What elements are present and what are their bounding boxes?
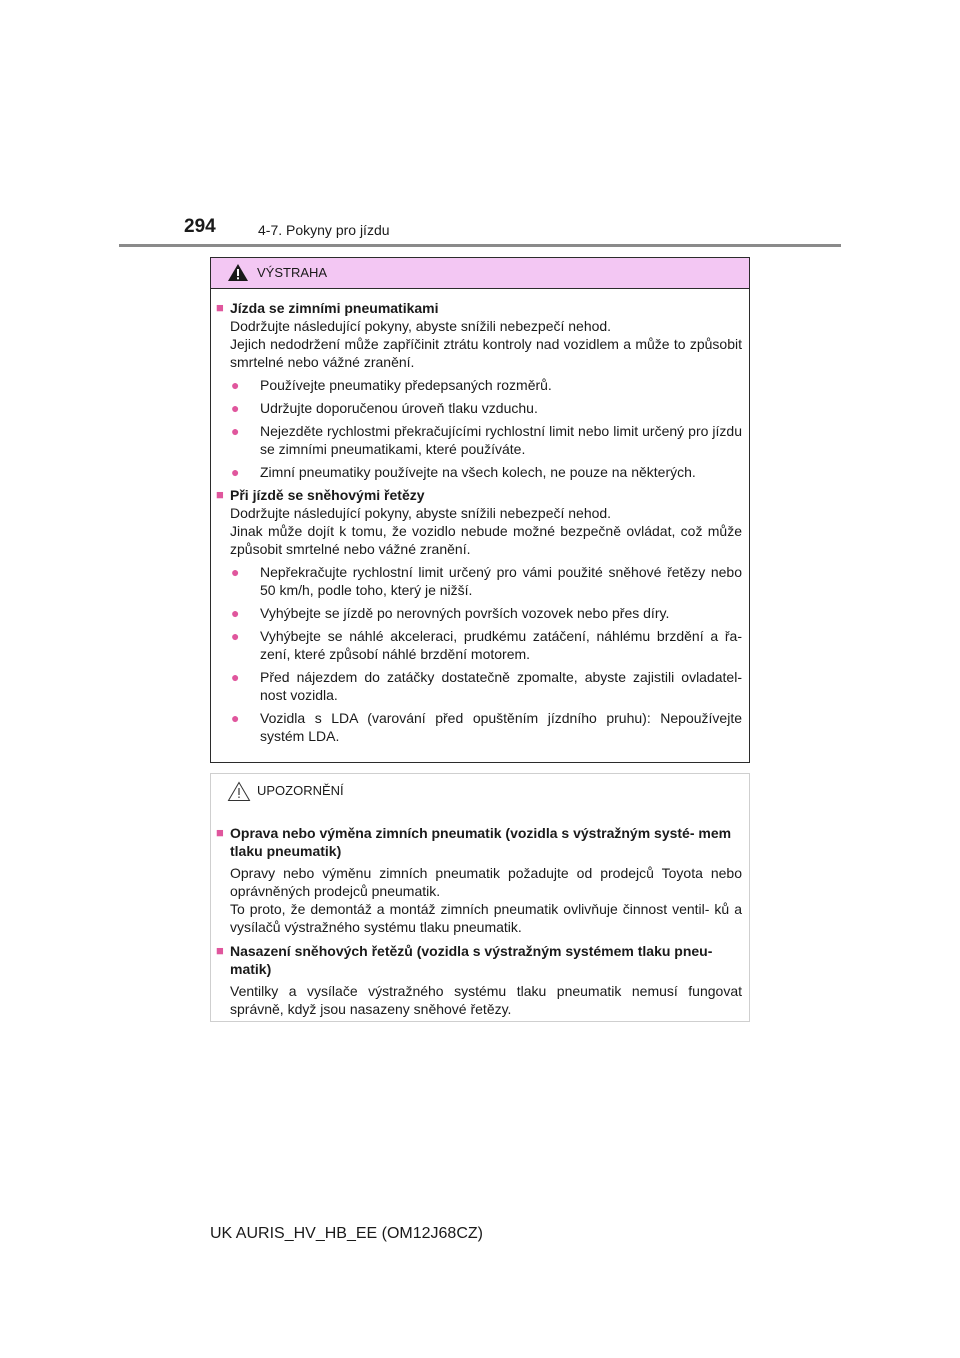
paragraph: Opravy nebo výměnu zimních pneumatik požadujte od prodejců Toyota nebo oprávněných prodejců pneumatik. [230,865,742,899]
list-item: ● Vozidla s LDA (varování před opuštěním jízdního pruhu): Nepoužívejte systém LDA. [216,709,742,745]
warning-title: VÝSTRAHA [257,265,328,280]
section-title: 4-7. Pokyny pro jízdu [258,222,390,238]
caution-section-snow-chains [216,942,742,1018]
page-number: 294 [184,216,216,237]
section-heading: Při jízdě se sněhovými řetězy [230,487,425,503]
paragraph: Dodržujte následující pokyny, abyste snížili nebezpečí nehod. [230,505,612,521]
caution-header [211,774,749,810]
paragraph: Jejich nedodržení může zapříčinit ztrátu kontroly nad vozidlem a může to způsobit smrtelné nebo vážné zranění. [230,336,742,370]
list-item: ● Udržujte doporučenou úroveň tlaku vzduchu. [216,399,742,417]
circle-bullet-icon: ● [231,669,240,685]
circle-bullet-icon: ● [231,628,240,644]
list-item: ● Nepřekračujte rychlostní limit určený pro vámi použité sněhové řetězy nebo 50 km/h, podle toho, který je nižší. [216,563,742,599]
section-heading: Nasazení sněhových řetězů (vozidla s výstražným systémem tlaku pneu- matik) [230,943,713,977]
warning-header [211,258,749,289]
square-bullet-icon: ■ [216,300,224,315]
caution-box [210,773,750,1022]
circle-bullet-icon: ● [231,605,240,621]
circle-bullet-icon: ● [231,564,240,580]
paragraph: Dodržujte následující pokyny, abyste snížili nebezpečí nehod. [230,318,612,334]
list-item: ● Vyhýbejte se jízdě po nerovných površích vozovek nebo přes díry. [216,604,742,622]
square-bullet-icon: ■ [216,943,224,958]
circle-bullet-icon: ● [231,710,240,726]
circle-bullet-icon: ● [231,400,240,416]
list-item: ● Zimní pneumatiky používejte na všech kolech, ne pouze na některých. [216,463,742,481]
warning-section-winter-tires [216,299,742,481]
document-code: UK AURIS_HV_HB_EE (OM12J68CZ) [210,1225,483,1242]
warning-section-snow-chains [216,486,742,745]
paragraph: To proto, že demontáž a montáž zimních pneumatik ovlivňuje činnost ventil- ků a vysílačů výstražného systému tlaku pneumatik. [230,901,742,935]
square-bullet-icon: ■ [216,825,224,840]
caution-section-tire-repair [216,824,742,936]
section-heading: Oprava nebo výměna zimních pneumatik (vozidla s výstražným systé- mem tlaku pneumatik) [230,825,732,859]
circle-bullet-icon: ● [231,377,240,393]
warning-box [210,257,750,763]
list-item: ● Vyhýbejte se náhlé akceleraci, prudkému zatáčení, náhlému brzdění a řa- zení, které způsobí náhlé brzdění motorem. [216,627,742,663]
header-divider [119,244,841,247]
circle-bullet-icon: ● [231,464,240,480]
paragraph: Ventilky a vysílače výstražného systému tlaku pneumatik nemusí fungovat správně, když jsou nasazeny sněhové řetězy. [230,983,742,1017]
list-item: ● Používejte pneumatiky předepsaných rozměrů. [216,376,742,394]
square-bullet-icon: ■ [216,487,224,502]
circle-bullet-icon: ● [231,423,240,439]
warning-triangle-icon [227,263,249,282]
paragraph: Jinak může dojít k tomu, že vozidlo nebude možné bezpečně ovládat, což může způsobit smrtelné nebo vážné zranění. [230,523,742,557]
section-heading: Jízda se zimními pneumatikami [230,300,439,316]
list-item: ● Před nájezdem do zatáčky dostatečně zpomalte, abyste zajistili ovladatel- nost vozidla. [216,668,742,704]
list-item: ● Nejezděte rychlostmi překračujícími rychlostní limit nebo limit určený pro jízdu se zimními pneumatikami, které používáte. [216,422,742,458]
caution-title: UPOZORNĚNÍ [257,783,344,798]
page-header [0,214,960,254]
caution-triangle-icon [227,781,251,802]
